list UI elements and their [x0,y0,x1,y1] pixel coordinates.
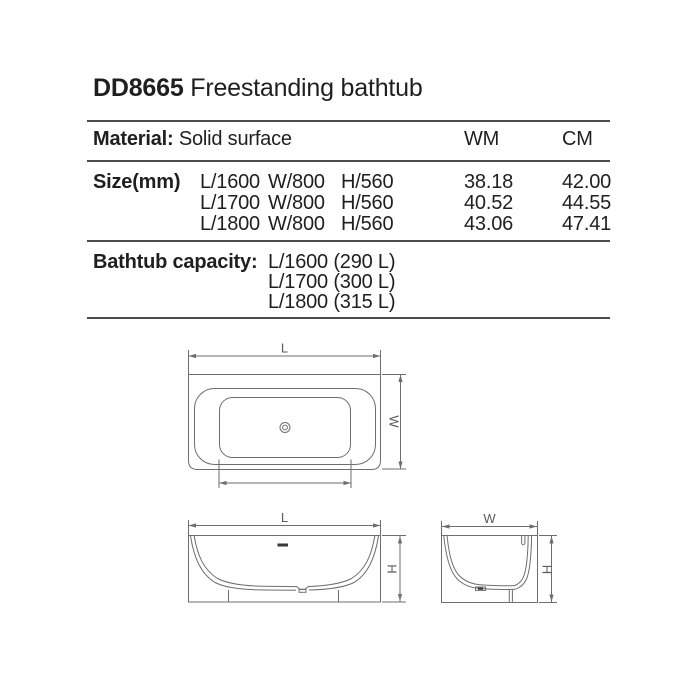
top-view-drawing [189,350,407,488]
side-view-width-label: W [483,511,496,526]
size-width: W/800 [268,192,325,214]
product-model: DD8665 [93,74,184,102]
capacity-row: L/1800 (315 L) [268,291,396,313]
drain-fitting [299,590,306,593]
tub-outline [442,536,538,603]
side-view-drawing [442,521,558,603]
size-width: W/800 [268,171,325,193]
size-height: H/560 [341,213,394,235]
drain-pipe [509,590,512,603]
rim-step [522,536,525,545]
size-label: Size(mm) [93,171,181,193]
drain-icon [280,423,290,433]
size-length: L/1600 [200,171,260,193]
drain-icon-inner [283,425,288,430]
size-width: W/800 [268,213,325,235]
right-wall-outer [516,536,532,589]
size-height: H/560 [341,171,394,193]
product-name: Freestanding bathtub [190,74,423,102]
size-cm: 42.00 [562,171,612,193]
top-view-arrowheads [189,354,403,485]
side-view-arrowheads [442,524,554,602]
size-wm: 38.18 [464,171,514,193]
size-length: L/1700 [200,192,260,214]
top-view-width-label: W [386,415,402,428]
size-wm: 40.52 [464,192,514,214]
size-cm: 47.41 [562,213,612,235]
side-view-height-label: H [539,564,555,575]
column-header-wm: WM [464,128,500,150]
column-header-cm: CM [562,128,593,150]
tub-basin [220,398,351,458]
top-view-length-label: L [280,340,289,356]
plinth [229,590,339,602]
capacity-row: L/1600 (290 L) [268,251,396,273]
material-value: Solid surface [178,128,292,150]
capacity-label: Bathtub capacity: [93,251,258,273]
left-wall-inner [447,536,480,585]
left-wall-outer [444,536,479,588]
front-view-drawing [189,520,407,602]
size-wm: 43.06 [464,213,514,235]
front-view-length-label: L [280,510,289,525]
drain-recess [297,587,308,590]
tub-rim [195,389,376,465]
size-cm: 44.55 [562,192,612,214]
right-wall-inner [308,536,375,587]
capacity-row: L/1700 (300 L) [268,271,396,293]
drain-fitting-core [478,588,483,590]
bottom-outer [479,588,516,589]
material-label: Material: [93,128,174,150]
front-view-height-label: H [384,564,400,574]
bottom-inner [480,585,515,586]
size-length: L/1800 [200,213,260,235]
size-height: H/560 [341,192,394,214]
basin-extension-lines [219,460,351,489]
overflow-icon [278,544,289,547]
